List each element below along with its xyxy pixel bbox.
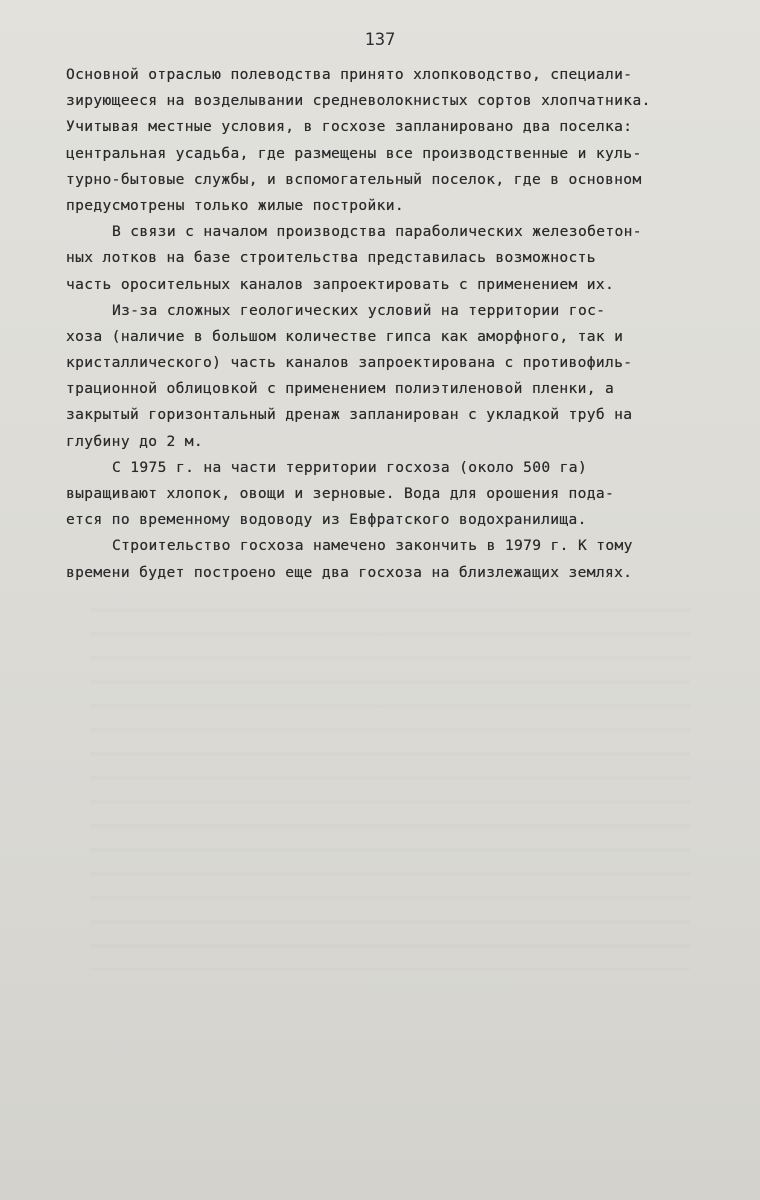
text-line: глубину до 2 м. xyxy=(66,432,204,450)
text-line: Строительство госхоза намечено закончить в 1979 г. К тому xyxy=(112,537,633,555)
paragraph-construction xyxy=(66,533,706,585)
text-line: предусмотрены только жилые постройки. xyxy=(66,196,405,214)
body-text xyxy=(66,62,706,586)
text-line: В связи с началом производства параболических железобетон- xyxy=(112,223,642,241)
paragraph-crops xyxy=(66,455,706,534)
text-line: зирующееся на возделывании средневолокнистых сортов хлопчатника. xyxy=(66,92,651,110)
reverse-side-bleed-through xyxy=(90,590,690,970)
text-line: кристаллического) часть каналов запроектирована с противофиль- xyxy=(66,354,633,372)
text-line: хоза (наличие в большом количестве гипса как аморфного, так и xyxy=(66,327,624,345)
text-line: ных лотков на базе строительства представилась возможность xyxy=(66,249,596,267)
text-line: времени будет построено еще два госхоза на близлежащих землях. xyxy=(66,563,633,581)
text-line: Учитывая местные условия, в госхозе запланировано два поселка: xyxy=(66,118,633,136)
text-line: С 1975 г. на части территории госхоза (около 500 га) xyxy=(112,458,588,476)
text-line: трационной облицовкой с применением полиэтиленовой пленки, а xyxy=(66,380,615,398)
text-line: турно-бытовые службы, и вспомогательный поселок, где в основном xyxy=(66,170,642,188)
paragraph-geology xyxy=(66,298,706,455)
text-line: выращивают хлопок, овощи и зерновые. Вода для орошения пода- xyxy=(66,485,615,502)
paragraph-concrete-trays xyxy=(66,219,706,298)
text-line: закрытый горизонтальный дренаж запланирован с укладкой труб на xyxy=(66,406,633,424)
text-line: центральная усадьба, где размещены все производственные и куль- xyxy=(66,144,642,162)
page-number: 137 xyxy=(364,30,396,50)
text-line: Из-за сложных геологических условий на территории гос- xyxy=(112,301,606,319)
paragraph-main-industry xyxy=(66,62,706,219)
text-line: Основной отраслью полеводства принято хлопководство, специали- xyxy=(66,66,633,83)
text-line: часть оросительных каналов запроектировать с применением их. xyxy=(66,275,615,293)
text-line: ется по временному водоводу из Евфратского водохранилища. xyxy=(66,511,587,529)
